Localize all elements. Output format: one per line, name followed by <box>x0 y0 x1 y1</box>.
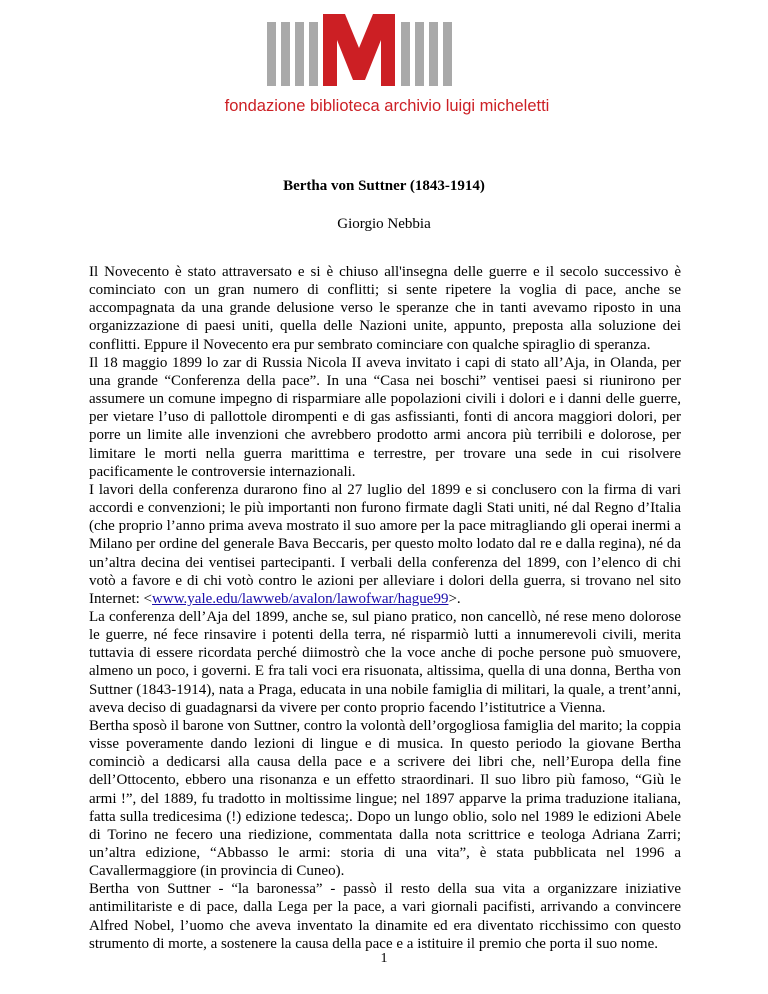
logo-bar <box>281 22 290 86</box>
paragraph: Il 18 maggio 1899 lo zar di Russia Nicola II aveva invitato i capi di stato all’Aja, in Olanda, per una grande “Conferenza della pace”. In una “Casa nei boschi” ventisei paesi si riunirono per assumere un comune impegno di risparmiare alle popolazioni civili i dolori e i danni delle guerre, per vietare l’uso di pallottole dirompenti e di gas asfissianti, fonti di ancora maggiori dolori, per porre un limite alle invenzioni che avrebbero prodotto armi ancora più terribili e dolorose, per limitare le morti nella guerra marittima e terrestre, per trovare una sede in cui risolvere pacificamente le controversie internazionali. <box>89 354 681 480</box>
logo-bar <box>401 22 410 86</box>
logo-mark-icon <box>267 14 462 86</box>
logo-bar <box>415 22 424 86</box>
article-body <box>89 263 681 953</box>
logo-bar <box>443 22 452 86</box>
paragraph: Bertha sposò il barone von Suttner, contro la volontà dell’orgogliosa famiglia del marito; la coppia visse poveramente dando lezioni di lingue e di musica. In questo periodo la giovane Bertha cominciò a dedicarsi alla causa della pace e a scrivere dei libri che, nell’Europa della fine dell’Ottocento, ebbero una risonanza e un effetto straordinari. Il suo libro più famoso, “Giù le armi !”, del 1889, fu tradotto in moltissime lingue; nel 1897 apparve la prima traduzione italiana, fatta sulla tredicesima (!) edizione tedesca;. Dopo un lungo oblio, solo nel 1989 le edizioni Abele di Torino ne fecero una riedizione, commentata dalla nota scrittrice e teologa Adriana Zarri; un’altra edizione, “Abbasso le armi: storia di una vita”, è stata pubblicata nel 1996 a Cavallermaggiore (in provincia di Cuneo). <box>89 717 681 880</box>
hague-conference-link[interactable]: www.yale.edu/lawweb/avalon/lawofwar/hague99 <box>152 590 449 607</box>
logo-m-letter <box>323 14 395 86</box>
article-author: Giorgio Nebbia <box>337 216 431 232</box>
paragraph: La conferenza dell’Aja del 1899, anche se, sul piano pratico, non cancellò, né rese meno dolorose le guerre, né fece rinsavire i potenti della terra, né risparmiò lutti a innumerevoli civili, merita tuttavia di essere ricordata perché diimostrò che la voce anche di poche persone può smuovere, almeno un poco, i governi. E fra tali voci era risuonata, altissima, quella di una donna, Bertha von Suttner (1843-1914), nata a Praga, educata in una nobile famiglia di militari, la quale, a trent’anni, aveva deciso di guadagnarsi da vivere per conto proprio facendo l’istitutrice a Vienna. <box>89 608 681 716</box>
paragraph: Bertha von Suttner - “la baronessa” - passò il resto della sua vita a organizzare iniziative antimilitariste e di pace, dalla Lega per la pace, a vari giornali pacifisti, arrivando a convincere Alfred Nobel, l’uomo che aveva inventato la dinamite ed era diventato ricchissimo con questo strumento di morte, a sostenere la causa della pace e a istituire il premio che porta il suo nome. <box>89 881 681 952</box>
foundation-logo <box>222 14 552 114</box>
logo-bar <box>267 22 276 86</box>
logo-text: fondazione biblioteca archivio luigi micheletti <box>224 97 550 115</box>
paragraph: Il Novecento è stato attraversato e si è chiuso all'insegna delle guerre e il secolo successivo è cominciato con un gran numero di conflitti; si sente ripetere la voglia di pace, anche se accompagnata da una grande delusione verso le speranze che in tanti avevamo riposto in una organizzazione di paesi uniti, quella delle Nazioni unite, appunto, preposta alla soluzione dei conflitti. Eppure il Novecento era pur sembrato cominciare con qualche spiraglio di speranza. <box>89 264 681 353</box>
article-title: Bertha von Suttner (1843-1914) <box>283 178 485 194</box>
paragraph-text: >. <box>448 590 461 607</box>
paragraph-text: I lavori della conferenza durarono fino al 27 luglio del 1899 e si conclusero con la firma di vari accordi e convenzioni; le più importanti non furono firmate dagli Stati uniti, né dal Regno d’Italia (che proprio l’anno prima aveva mostrato il suo amore per la pace mitragliando gli operai inermi a Milano per ordine del generale Bava Beccaris, per questo molto lodato dal re e dalla regina), né da un’altra decina dei ventisei partecipanti. I verbali della conferenza del 1899, con l’elenco di chi votò a favore e di chi votò contro le azioni per alleviare i dolori della guerra, si trovano nel sito Internet: < <box>89 481 681 607</box>
paragraph <box>89 481 681 608</box>
logo-bar <box>295 22 304 86</box>
page-number: 1 <box>380 951 388 966</box>
logo-bar <box>309 22 318 86</box>
logo-bar <box>429 22 438 86</box>
